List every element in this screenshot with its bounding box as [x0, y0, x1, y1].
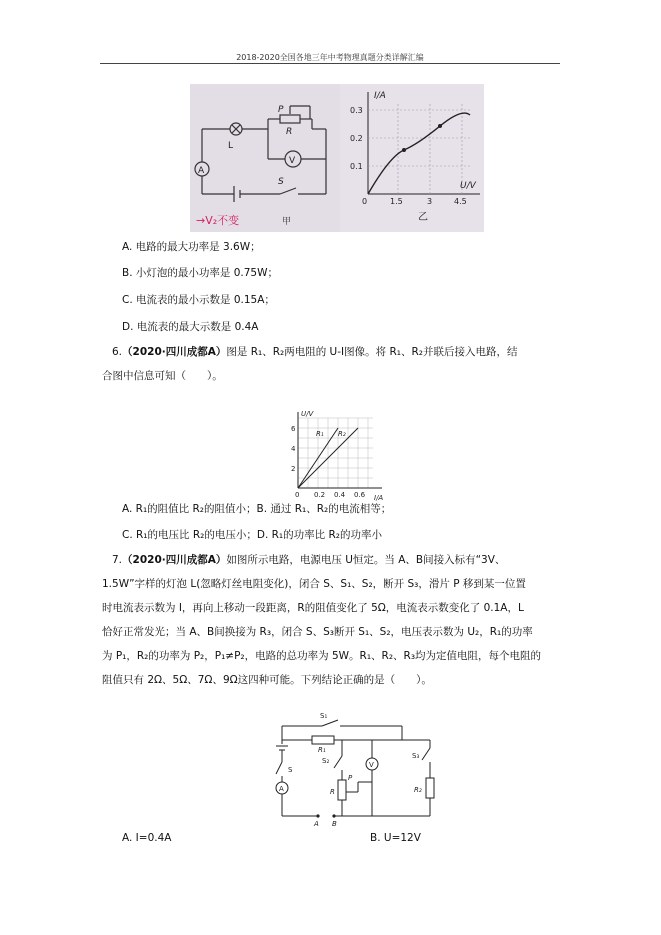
q7-circuit-diagram — [262, 708, 442, 828]
y-tick-0-2: 0.2 — [350, 134, 363, 143]
label-yi: 乙 — [418, 212, 428, 223]
q6-ui-graph — [278, 408, 388, 502]
q5-option-a: A. 电路的最大功率是 3.6W； — [122, 241, 261, 253]
q7-number: 7. — [112, 554, 123, 566]
q6-line-2: 合图中信息可知（ ）。 — [102, 370, 223, 382]
q6-y-tick-2: 2 — [291, 465, 296, 473]
y-axis-label: I/A — [374, 91, 386, 101]
q7-label-s2: S₂ — [322, 757, 330, 765]
q6-stem — [102, 340, 567, 388]
q6-x-tick-0: 0 — [295, 491, 300, 499]
q6-option-ab: A. R₁的阻值比 R₂的阻值小；B. 通过 R₁、R₂的电流相等； — [122, 503, 392, 515]
q7-option-a: A. I=0.4A — [122, 832, 172, 844]
q7-option-b: B. U=12V — [370, 832, 421, 844]
q7-terminal-a: A — [314, 820, 319, 828]
r2-label: R₂ — [338, 430, 346, 438]
curve-point-1 — [402, 148, 406, 152]
r2-resistor — [426, 778, 434, 798]
q6-y-tick-6: 6 — [291, 425, 296, 433]
q7-label-s3: S₃ — [412, 752, 420, 760]
q6-y-tick-4: 4 — [291, 445, 296, 453]
q6-y-axis-label: U/V — [301, 410, 314, 418]
label-R: R — [286, 127, 293, 137]
label-A: A — [198, 166, 205, 176]
q6-source: （2020·四川成都A） — [122, 346, 227, 358]
q7-label-p: P — [348, 774, 353, 782]
label-P: P — [278, 105, 284, 115]
q6-grid — [298, 418, 373, 488]
q7-label-ammeter: A — [279, 785, 284, 793]
x-tick-3: 3 — [427, 197, 433, 206]
r1-label: R₁ — [316, 430, 324, 438]
q7-label-s: S — [288, 766, 293, 774]
q5-figure-photo — [190, 84, 484, 232]
r1-resistor — [312, 736, 334, 744]
q6-x-axis-label: I/A — [374, 494, 384, 502]
label-S: S — [278, 177, 284, 187]
q6-x-tick-0-2: 0.2 — [314, 491, 326, 499]
handwritten-note: →V₂不变 — [196, 214, 240, 227]
x-tick-1-5: 1.5 — [390, 197, 403, 206]
q7-line-3: 时电流表示数为 I，再向上移动一段距离，R的阻值变化了 5Ω，电流表示数变化了 0.1A，L — [102, 602, 524, 614]
header-rule — [100, 63, 560, 64]
y-tick-0-1: 0.1 — [350, 162, 363, 171]
x-axis-label: U/V — [460, 181, 476, 191]
q7-label-voltmeter: V — [369, 761, 374, 769]
label-jia: 甲 — [282, 217, 292, 227]
q6-line-1 — [112, 340, 567, 364]
q7-label-r2: R₂ — [414, 786, 422, 794]
curve-point-2 — [438, 124, 442, 128]
y-tick-0-3: 0.3 — [350, 106, 363, 115]
q5-option-c: C. 电流表的最小示数是 0.15A； — [122, 294, 275, 306]
q6-option-cd: C. R₁的电压比 R₂的电压小；D. R₁的功率比 R₂的功率小 — [122, 529, 382, 541]
q7-line-6: 阻值只有 2Ω、5Ω、7Ω、9Ω这四种可能。下列结论正确的是（ ）。 — [102, 674, 432, 686]
x-tick-4-5: 4.5 — [454, 197, 467, 206]
q6-number: 6. — [112, 346, 123, 358]
q7-line-1-text: 如图所示电路，电源电压 U恒定。当 A、B间接入标有“3V、 — [226, 554, 506, 566]
x-tick-0: 0 — [362, 197, 368, 206]
q6-line-1-text: 图是 R₁、R₂两电阻的 U-I图像。将 R₁、R₂并联后接入电路，结 — [226, 346, 518, 358]
q7-line-2: 1.5W”字样的灯泡 L(忽略灯丝电阻变化)，闭合 S、S₁、S₂，断开 S₃，滑片 P 移到某一位置 — [102, 578, 526, 590]
q6-x-tick-0-6: 0.6 — [354, 491, 366, 499]
q7-label-r1: R₁ — [318, 746, 326, 754]
label-L: L — [228, 141, 234, 151]
q7-stem — [102, 548, 567, 692]
q7-label-s1: S₁ — [320, 712, 328, 720]
page-header: 2018-2020全国各地三年中考物理真题分类详解汇编 — [236, 53, 424, 62]
q5-option-d: D. 电流表的最大示数是 0.4A — [122, 321, 259, 333]
q5-option-b: B. 小灯泡的最小功率是 0.75W； — [122, 267, 278, 279]
q7-line-4: 恰好正常发光；当 A、B间换接为 R₃，闭合 S、S₃断开 S₁、S₂，电压表示数为 U₂，R₁的功率 — [102, 626, 533, 638]
label-V: V — [289, 156, 296, 166]
q7-source: （2020·四川成都A） — [122, 554, 227, 566]
q7-line-1 — [112, 548, 567, 572]
q6-x-tick-0-4: 0.4 — [334, 491, 346, 499]
q7-line-5: 为 P₁，R₂的功率为 P₂，P₁≠P₂，电路的总功率为 5W。R₁、R₂、R₃均为定值电阻，每个电阻的 — [102, 650, 542, 662]
q7-label-r: R — [330, 788, 335, 796]
q7-terminal-b: B — [332, 820, 337, 828]
